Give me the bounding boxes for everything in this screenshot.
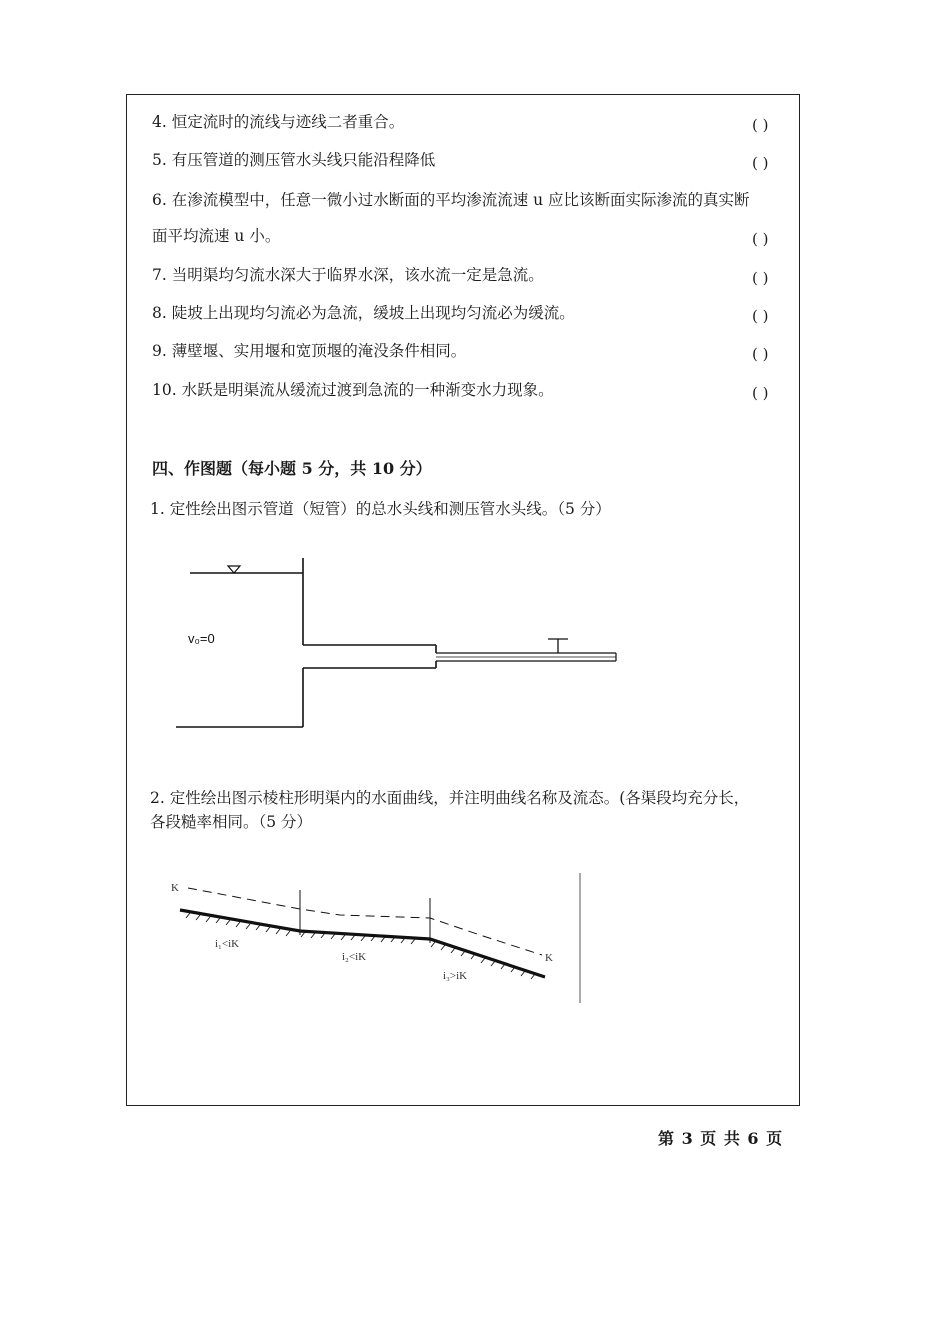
question-6-continued: 面平均流速 u 小。 [152, 227, 281, 245]
k-label-left: K [171, 882, 179, 894]
question-7: 7. 当明渠均匀流水深大于临界水深，该水流一定是急流。 [152, 266, 544, 284]
problem-1: 1. 定性绘出图示管道（短管）的总水头线和测压管水头线。（5 分） [150, 500, 611, 518]
water-surface-triangle [228, 566, 240, 573]
velocity-label: v₀=0 [188, 631, 215, 646]
question-4: 4. 恒定流时的流线与迹线二者重合。 [152, 113, 405, 131]
answer-blank-10[interactable]: ( ) [752, 384, 769, 402]
answer-blank-8[interactable]: ( ) [752, 307, 769, 325]
problem-2-line-1: 2. 定性绘出图示棱柱形明渠内的水面曲线，并注明曲线名称及流态。(各渠段均充分长， [150, 789, 750, 807]
section-title: 四、作图题（每小题 5 分，共 10 分） [152, 459, 432, 478]
question-6: 6. 在渗流模型中，任意一微小过水断面的平均渗流流速 u 应比该断面实际渗流的真实断 [152, 191, 750, 209]
k-label-right: K [545, 952, 553, 964]
channel-diagram [160, 865, 600, 1005]
question-10: 10. 水跃是明渠流从缓流过渡到急流的一种渐变水力现象。 [152, 381, 554, 399]
answer-blank-9[interactable]: ( ) [752, 345, 769, 363]
answer-blank-4[interactable]: ( ) [752, 116, 769, 134]
page-number: 第 3 页 共 6 页 [658, 1129, 784, 1148]
question-9: 9. 薄壁堰、实用堰和宽顶堰的淹没条件相同。 [152, 342, 467, 360]
pipe-diagram [170, 555, 630, 735]
slope-label-3: i₃>iK [443, 970, 468, 982]
slope-label-2: i₂<iK [342, 951, 367, 963]
question-5: 5. 有压管道的测压管水头线只能沿程降低 [152, 151, 436, 169]
answer-blank-7[interactable]: ( ) [752, 269, 769, 287]
problem-2-line-2: 各段糙率相同。（5 分） [150, 813, 313, 831]
slope-label-1: i₁<iK [215, 938, 240, 950]
answer-blank-5[interactable]: ( ) [752, 154, 769, 172]
answer-blank-6[interactable]: ( ) [752, 230, 769, 248]
question-8: 8. 陡坡上出现均匀流必为急流，缓坡上出现均匀流必为缓流。 [152, 304, 575, 322]
